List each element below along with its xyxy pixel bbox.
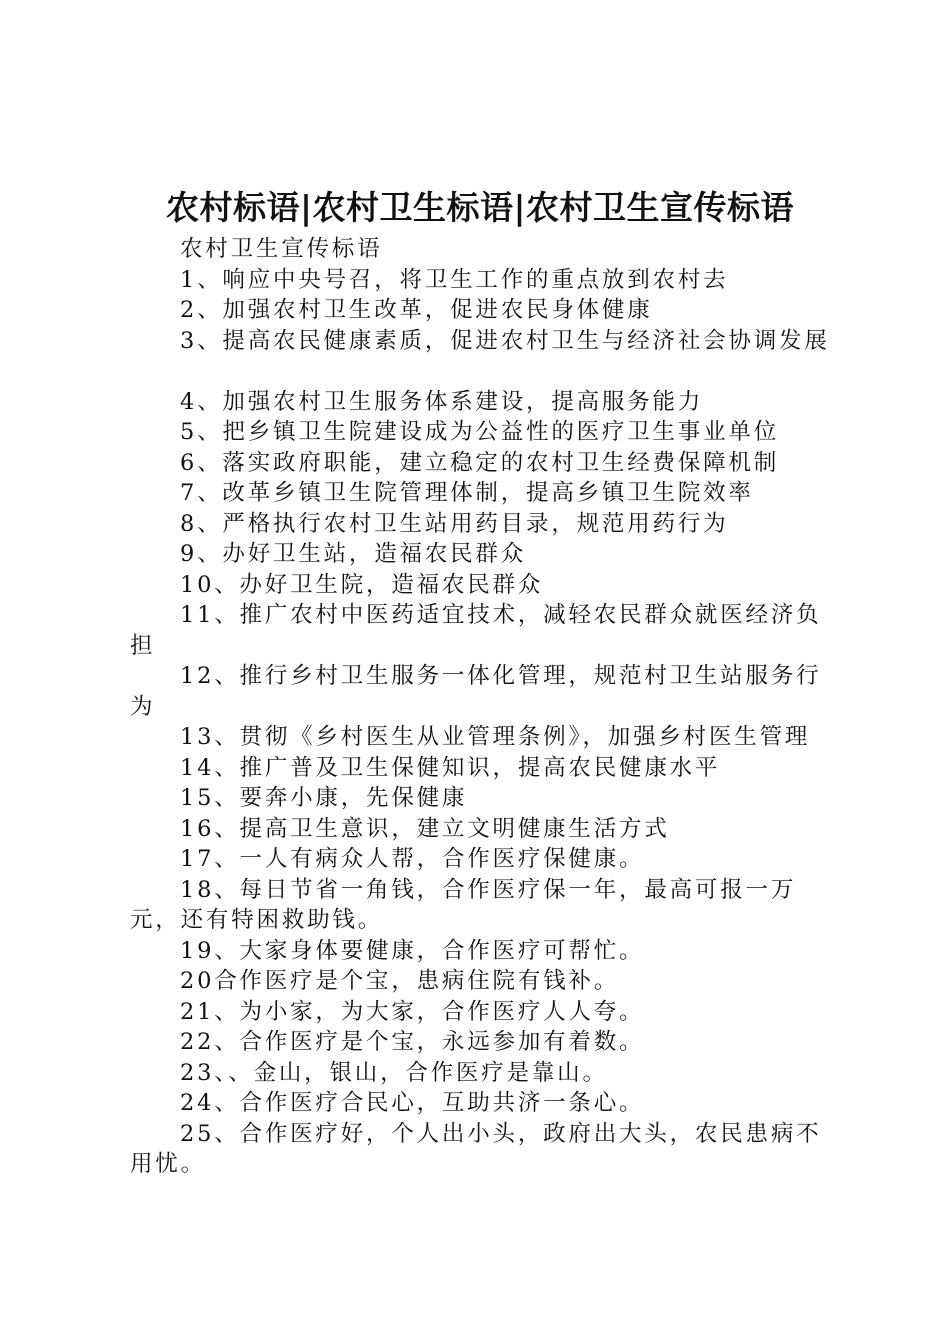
slogan-item: 4、加强农村卫生服务体系建设，提高服务能力 [180,388,704,415]
slogan-item: 21、为小家，为大家，合作医疗人人夸。 [180,998,645,1025]
subheading: 农村卫生宣传标语 [180,236,383,262]
slogan-item: 10、办好卫生院，造福农民群众 [180,571,544,598]
slogan-item: 11、推广农村中医药适宜技术，减轻农民群众就医经济负担 [130,602,822,659]
slogan-item: 2、加强农村卫生改革，促进农民身体健康 [180,297,653,323]
document-title: 农村标语|农村卫生标语|农村卫生宣传标语 [165,188,794,227]
slogan-item: 13、贯彻《乡村医生从业管理条例》，加强乡村医生管理 [180,724,811,750]
slogan-item: 23、、金山，银山，合作医疗是靠山。 [180,1059,608,1086]
slogan-item: 16、提高卫生意识，建立文明健康生活方式 [180,815,670,842]
slogan-item: 22、合作医疗是个宝，永远参加有着数。 [180,1029,645,1055]
slogan-item: 17、一人有病众人帮，合作医疗保健康。 [180,846,645,872]
slogan-item: 8、严格执行农村卫生站用药目录，规范用药行为 [180,510,729,537]
slogan-item: 6、落实政府职能，建立稳定的农村卫生经费保障机制 [180,449,780,476]
slogan-item: 18、每日节省一角钱，合作医疗保一年，最高可报一万元，还有特困救助钱。 [130,876,797,933]
slogan-item: 7、改革乡镇卫生院管理体制，提高乡镇卫生院效率 [180,480,754,506]
slogan-item: 19、大家身体要健康，合作医疗可帮忙。 [180,937,645,964]
slogan-item: 1、响应中央号召，将卫生工作的重点放到农村去 [180,266,729,293]
slogan-item: 24、合作医疗合民心，互助共济一条心。 [180,1090,645,1116]
slogan-item: 20合作医疗是个宝，患病住院有钱补。 [180,968,620,994]
slogan-item: 14、推广普及卫生保健知识，提高农民健康水平 [180,754,721,781]
slogan-item: 15、要奔小康，先保健康 [180,785,468,811]
slogan-item: 5、把乡镇卫生院建设成为公益性的医疗卫生事业单位 [180,419,780,445]
slogan-item: 3、提高农民健康素质，促进农村卫生与经济社会协调发展 [180,327,830,354]
slogan-item: 9、办好卫生站，造福农民群众 [180,541,527,567]
document-body [130,234,838,1180]
blank-line [130,356,838,387]
slogan-item: 25、合作医疗好，个人出小头，政府出大头，农民患病不用忧。 [130,1120,822,1177]
slogan-item: 12、推行乡村卫生服务一体化管理，规范村卫生站服务行为 [130,663,822,720]
